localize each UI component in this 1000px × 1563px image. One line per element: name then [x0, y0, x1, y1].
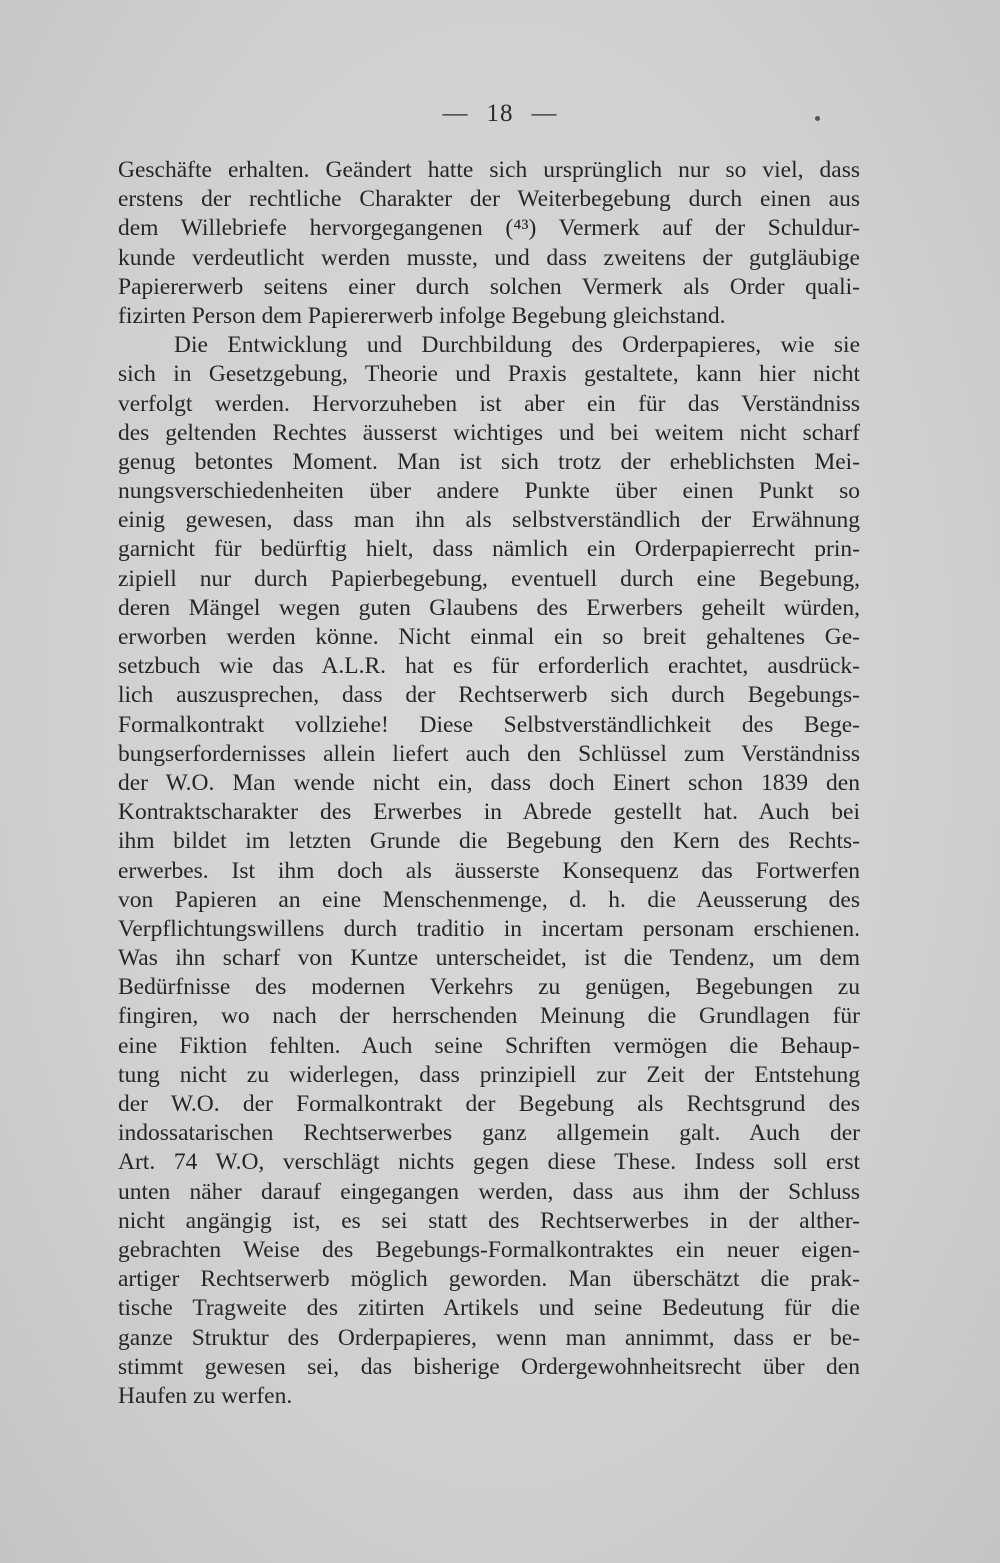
- text-line: des geltenden Rechtes äusserst wichtiges und bei weitem nicht scharf: [118, 419, 860, 446]
- text-line: indossatarischen Rechtserwerbes ganz allgemein galt. Auch der: [118, 1120, 860, 1147]
- text-line: genug betontes Moment. Man ist sich trotz der erheblichsten Mei-: [118, 448, 860, 475]
- text-line: Haufen zu werfen.: [118, 1382, 293, 1409]
- text-line: erstens der rechtliche Charakter der Weiterbegebung durch einen aus: [118, 186, 860, 213]
- text-line: Verpflichtungswillens durch traditio in incertam personam erschienen.: [118, 915, 860, 942]
- text-line: Art. 74 W.O, verschlägt nichts gegen diese These. Indess soll erst: [118, 1149, 860, 1176]
- text-line: gebrachten Weise des Begebungs-Formalkontraktes ein neuer eigen-: [118, 1236, 860, 1263]
- text-line: lich auszusprechen, dass der Rechtserwerb sich durch Begebungs-: [118, 682, 860, 709]
- page-number-header: [0, 100, 1000, 128]
- text-line: nungsverschiedenheiten über andere Punkte über einen Punkt so: [118, 478, 860, 505]
- text-line: einig gewesen, dass man ihn als selbstverständlich der Erwähnung: [118, 507, 860, 534]
- text-line: Geschäfte erhalten. Geändert hatte sich ursprünglich nur so viel, dass: [118, 157, 860, 183]
- text-line: nicht angängig ist, es sei statt des Rechtserwerbes in der alther-: [118, 1207, 860, 1234]
- text-line: fingiren, wo nach der herrschenden Meinung die Grundlagen für: [118, 1003, 860, 1030]
- text-line: erworben werden könne. Nicht einmal ein so breit gehaltenes Ge-: [118, 624, 860, 650]
- text-line: stimmt gewesen sei, das bisherige Ordergewohnheitsrecht über den: [118, 1353, 860, 1380]
- text-line: deren Mängel wegen guten Glaubens des Erwerbers geheilt würden,: [118, 594, 860, 621]
- text-line: kunde verdeutlicht werden musste, und dass zweitens der gutgläubige: [118, 244, 860, 271]
- text-line: Bedürfnisse des modernen Verkehrs zu genügen, Begebungen zu: [118, 974, 860, 1001]
- text-line: dem Willebriefe hervorgegangenen (⁴³) Vermerk auf der Schuldur-: [118, 215, 860, 242]
- text-line: sich in Gesetzgebung, Theorie und Praxis gestaltete, kann hier nicht: [118, 361, 860, 388]
- print-speck: [815, 116, 820, 121]
- text-line: zipiell nur durch Papierbegebung, eventuell durch eine Begebung,: [118, 565, 860, 592]
- text-line: eine Fiktion fehlten. Auch seine Schriften vermögen die Behaup-: [118, 1032, 860, 1059]
- text-line: garnicht für bedürftig hielt, dass nämlich ein Orderpapierrecht prin-: [118, 536, 860, 563]
- text-line: tische Tragweite des zitirten Artikels und seine Bedeutung für die: [118, 1295, 860, 1322]
- text-line: bungserfordernisses allein liefert auch den Schlüssel zum Verständniss: [118, 740, 860, 767]
- text-line: Papiererwerb seitens einer durch solchen Vermerk als Order quali-: [118, 273, 860, 300]
- text-line: unten näher darauf eingegangen werden, dass aus ihm der Schluss: [118, 1178, 860, 1205]
- body-text: [118, 156, 860, 1411]
- text-line: setzbuch wie das A.L.R. hat es für erforderlich erachtet, ausdrück-: [118, 653, 860, 680]
- text-line: artiger Rechtserwerb möglich geworden. Man überschätzt die prak-: [118, 1266, 860, 1293]
- text-line: ihm bildet im letzten Grunde die Begebung den Kern des Rechts-: [118, 828, 860, 855]
- text-line: Was ihn scharf von Kuntze unterscheidet, ist die Tendenz, um dem: [118, 945, 860, 972]
- dash-left: —: [442, 100, 469, 127]
- page-number: 18: [486, 100, 514, 127]
- text-line: von Papieren an eine Menschenmenge, d. h. die Aeusserung des: [118, 886, 860, 913]
- dash-right: —: [531, 100, 558, 127]
- text-line: tung nicht zu widerlegen, dass prinzipiell zur Zeit der Entstehung: [118, 1061, 860, 1088]
- text-line: verfolgt werden. Hervorzuheben ist aber ein für das Verständniss: [118, 390, 860, 417]
- text-line: ganze Struktur des Orderpapieres, wenn man annimmt, dass er be-: [118, 1324, 860, 1351]
- text-line: Kontraktscharakter des Erwerbes in Abrede gestellt hat. Auch bei: [118, 799, 860, 826]
- text-line: erwerbes. Ist ihm doch als äusserste Konsequenz das Fortwerfen: [118, 857, 860, 884]
- text-line: der W.O. Man wende nicht ein, dass doch Einert schon 1839 den: [118, 769, 860, 796]
- text-line: Formalkontrakt vollziehe! Diese Selbstverständlichkeit des Bege-: [118, 711, 860, 738]
- text-line: der W.O. der Formalkontrakt der Begebung als Rechtsgrund des: [118, 1091, 860, 1117]
- paragraph-start-line: Die Entwicklung und Durchbildung des Orderpapieres, wie sie: [174, 332, 860, 359]
- text-line: fizirten Person dem Papiererwerb infolge Begebung gleichstand.: [118, 302, 726, 329]
